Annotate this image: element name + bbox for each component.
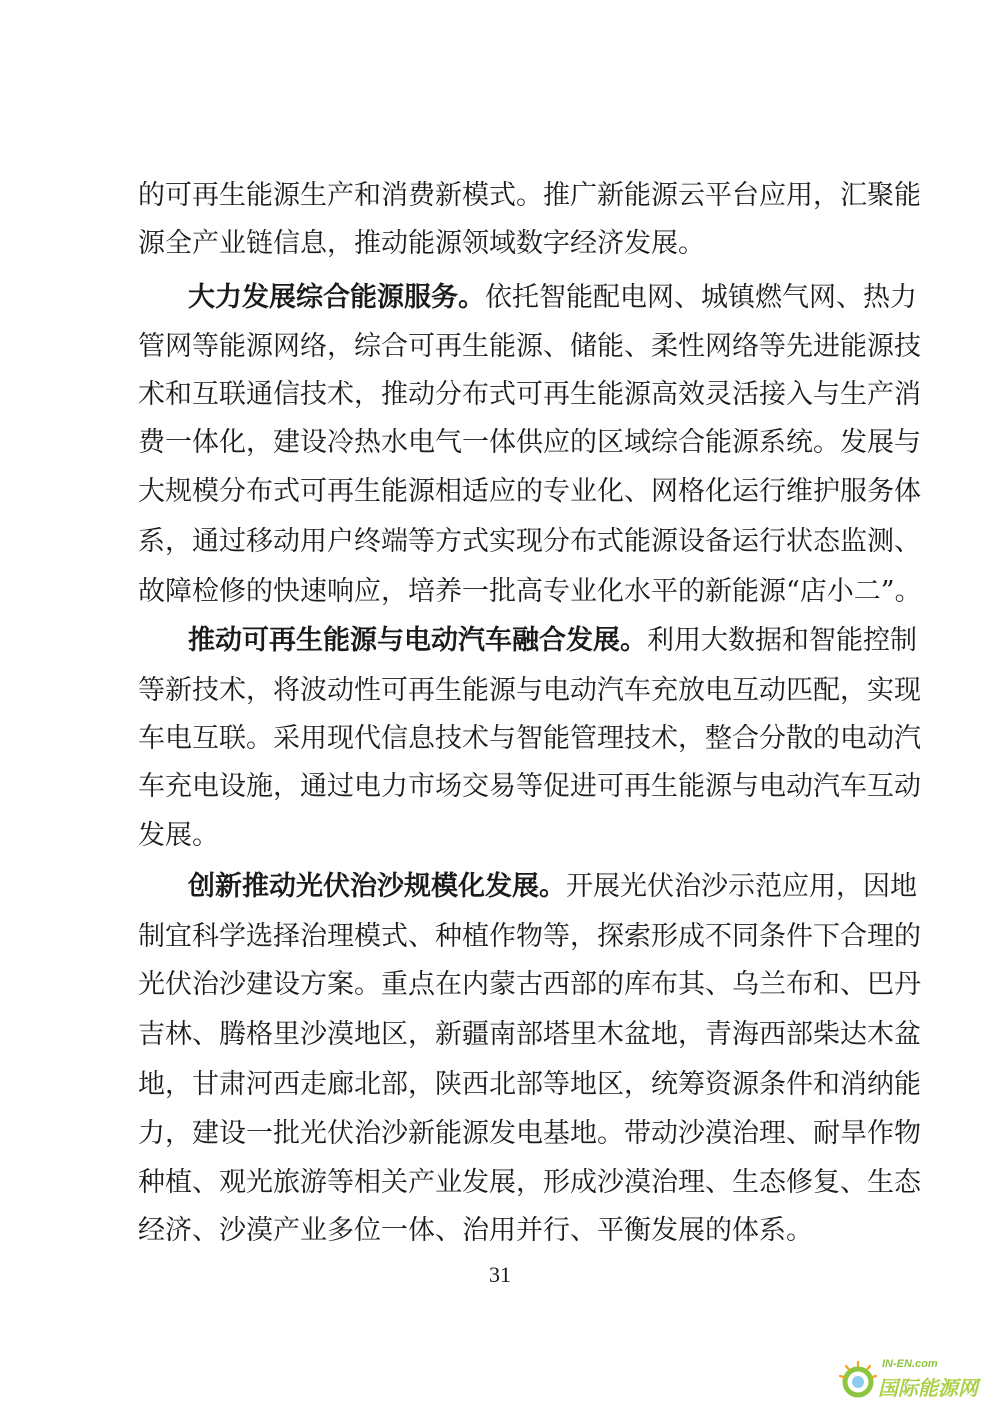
text-line: 系，通过移动用户终端等方式实现分布式能源设备运行状态监测、	[138, 526, 921, 557]
paragraph-line	[188, 863, 917, 911]
text-line: 制宜科学选择治理模式、种植作物等，探索形成不同条件下合理的	[138, 921, 921, 952]
text-line: 等新技术，将波动性可再生能源与电动汽车充放电互动匹配，实现	[138, 675, 921, 706]
text-line: 管网等能源网络，综合可再生能源、储能、柔性网络等先进能源技	[138, 331, 921, 362]
watermark-english: IN-EN.com	[882, 1358, 938, 1370]
section-heading: 创新推动光伏治沙规模化发展。	[188, 871, 566, 902]
text-line: 光伏治沙建设方案。重点在内蒙古西部的库布其、乌兰布和、巴丹	[138, 969, 921, 1000]
text-line: 吉林、腾格里沙漠地区，新疆南部塔里木盆地，青海西部柴达木盆	[138, 1019, 921, 1050]
paragraph-line	[188, 274, 917, 322]
paragraph-line	[188, 617, 917, 665]
text-span: 利用大数据和智能控制	[647, 625, 917, 656]
site-watermark	[838, 1356, 988, 1404]
section-heading: 大力发展综合能源服务。	[188, 282, 485, 313]
text-line: 源全产业链信息，推动能源领域数字经济发展。	[138, 228, 705, 259]
text-line: 车充电设施，通过电力市场交易等促进可再生能源与电动汽车互动	[138, 771, 921, 802]
text-line: 经济、沙漠产业多位一体、治用并行、平衡发展的体系。	[138, 1215, 813, 1246]
text-line: 力，建设一批光伏治沙新能源发电基地。带动沙漠治理、耐旱作物	[138, 1118, 921, 1149]
text-line: 大规模分布式可再生能源相适应的专业化、网格化运行维护服务体	[138, 476, 921, 507]
text-line: 车电互联。采用现代信息技术与智能管理技术，整合分散的电动汽	[138, 723, 921, 754]
text-line: 的可再生能源生产和消费新模式。推广新能源云平台应用，汇聚能	[138, 180, 921, 211]
text-line: 故障检修的快速响应，培养一批高专业化水平的新能源“店小二”。	[138, 576, 922, 607]
text-line: 术和互联通信技术，推动分布式可再生能源高效灵活接入与生产消	[138, 379, 921, 410]
text-line: 费一体化，建设冷热水电气一体供应的区域综合能源系统。发展与	[138, 427, 921, 458]
text-span: 依托智能配电网、城镇燃气网、热力	[485, 282, 917, 313]
text-line: 发展。	[138, 820, 219, 851]
watermark-chinese: 国际能源网	[878, 1376, 978, 1400]
section-heading: 推动可再生能源与电动汽车融合发展。	[188, 625, 647, 656]
page-number: 31	[489, 1262, 511, 1287]
text-line: 地，甘肃河西走廊北部，陕西北部等地区，统筹资源条件和消纳能	[138, 1069, 921, 1100]
sun-leaf-logo-icon	[838, 1360, 878, 1400]
text-span: 开展光伏治沙示范应用，因地	[566, 871, 917, 902]
text-line: 种植、观光旅游等相关产业发展，形成沙漠治理、生态修复、生态	[138, 1167, 921, 1198]
